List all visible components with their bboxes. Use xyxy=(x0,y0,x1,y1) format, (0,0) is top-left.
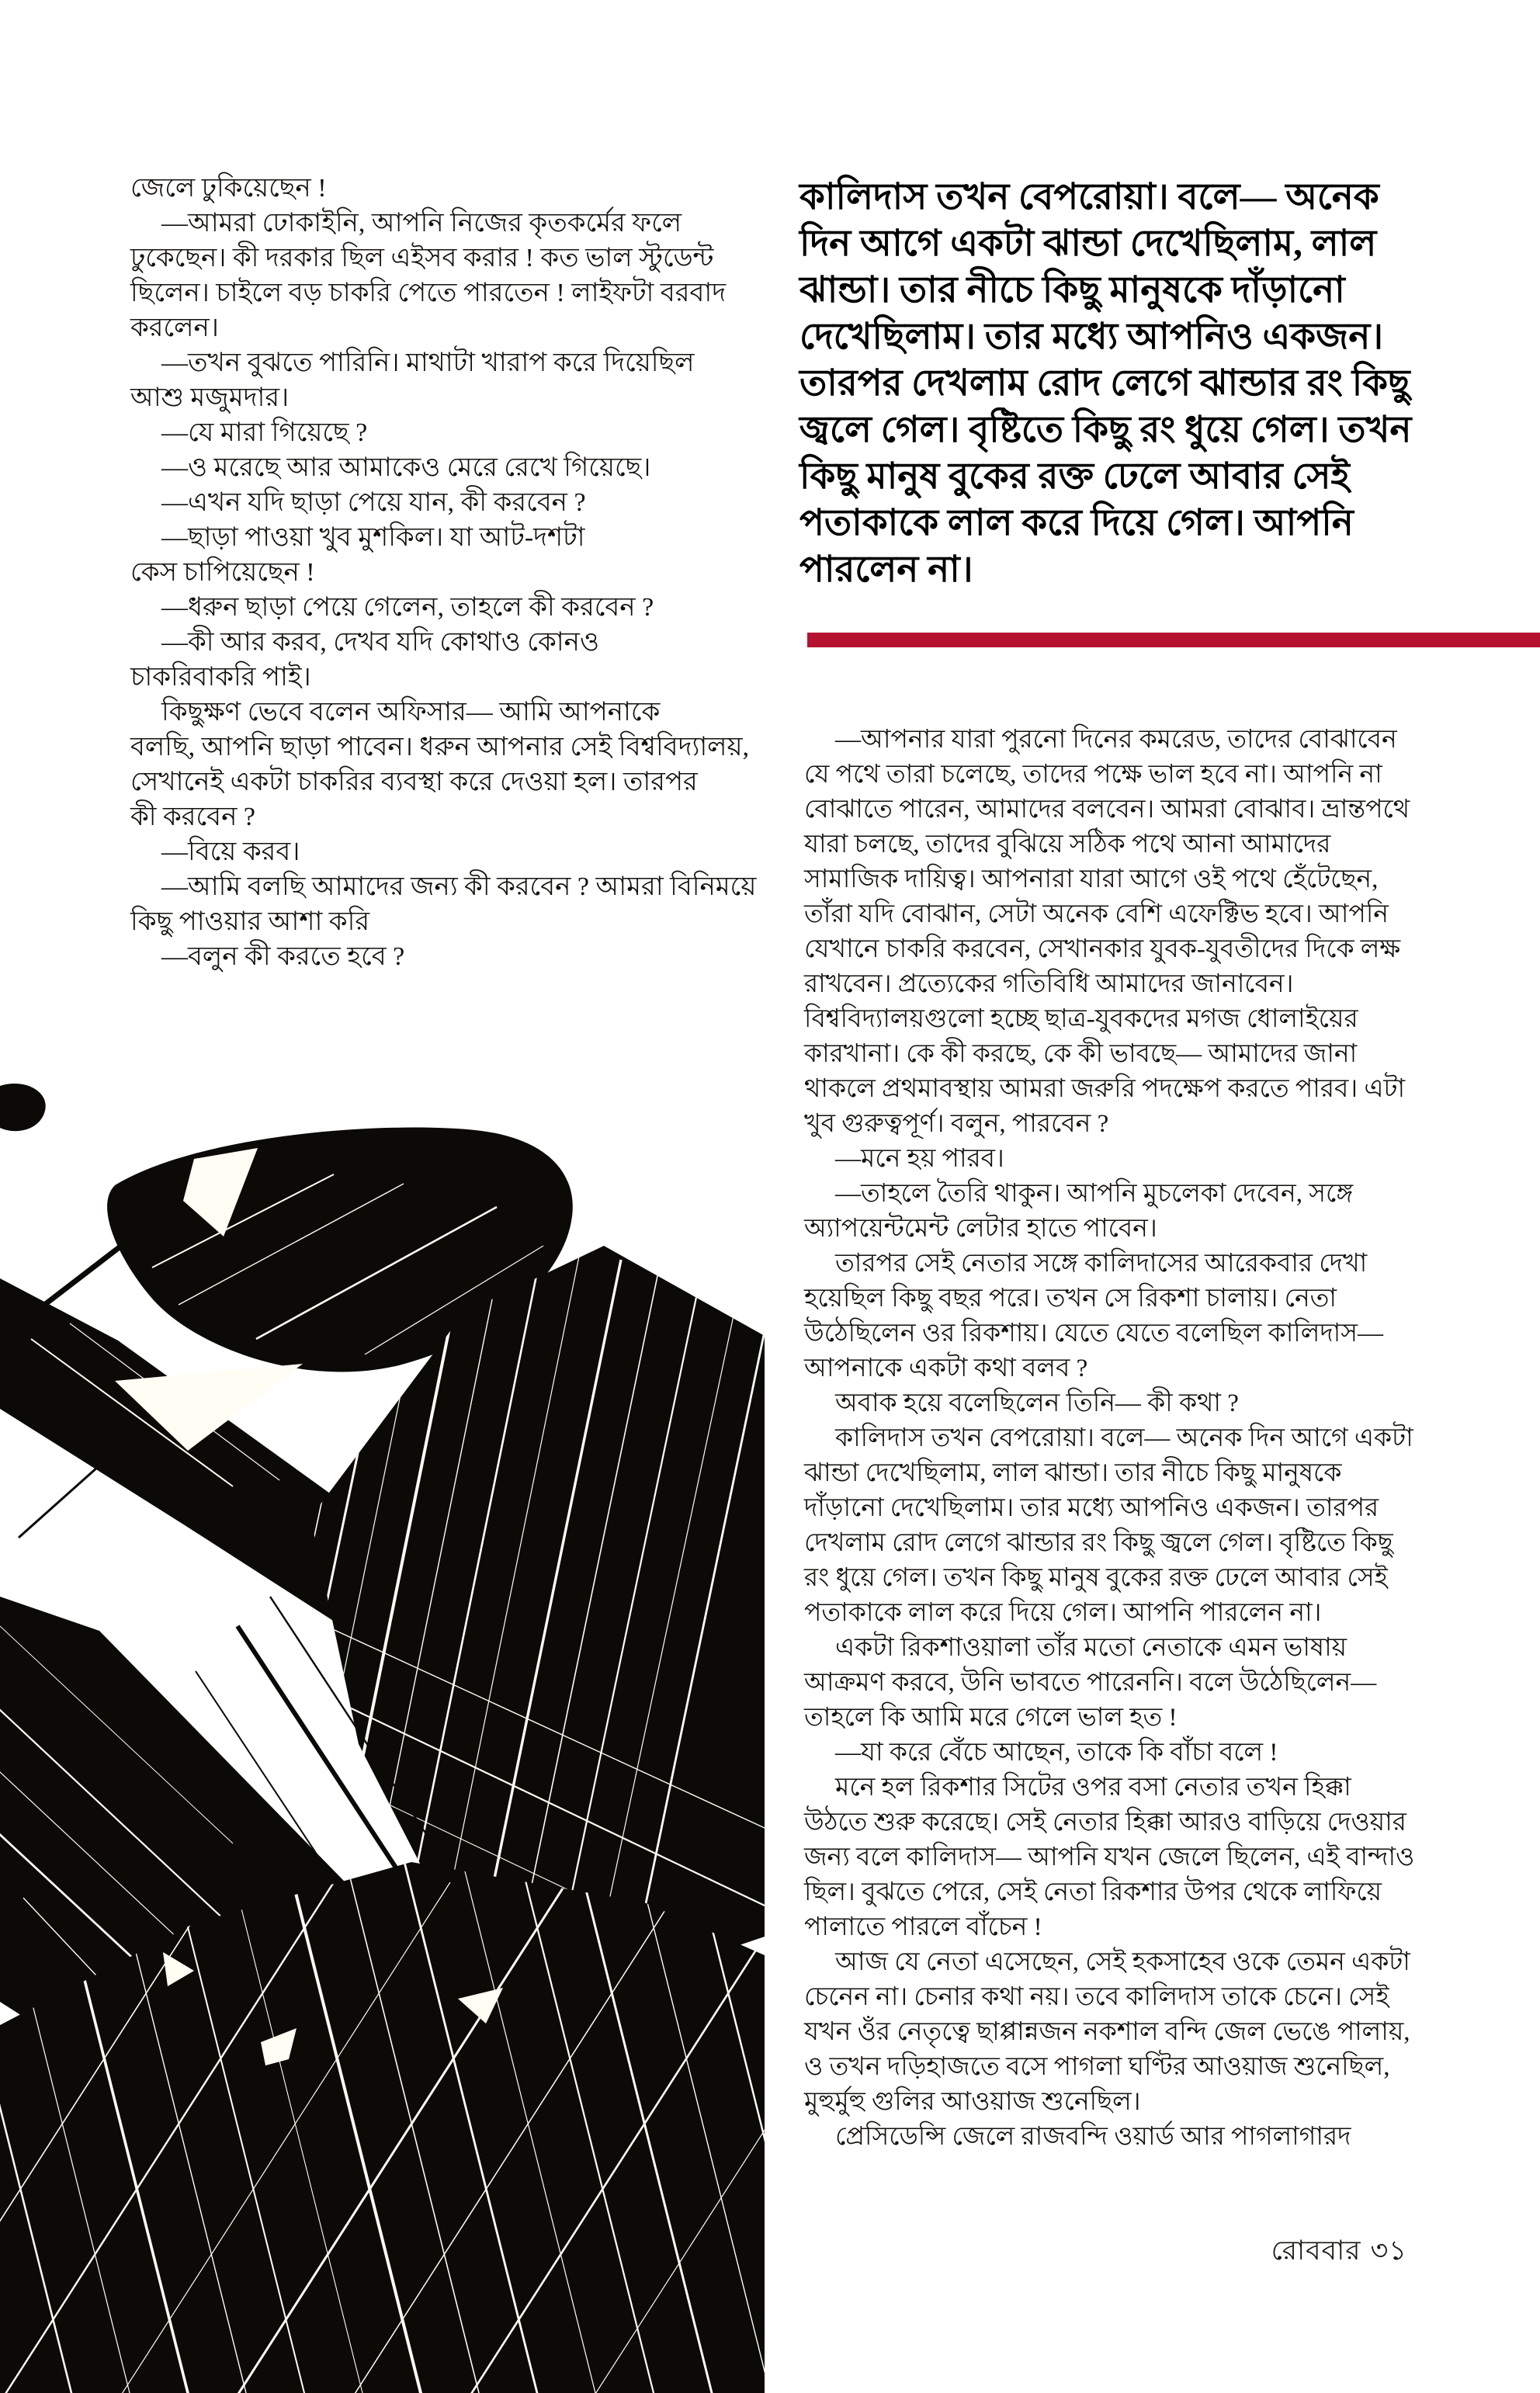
text-line: কিছু পাওয়ার আশা করি xyxy=(130,907,370,936)
text-line: কারখানা। কে কী করছে, কে কী ভাবছে— আমাদের জানা xyxy=(804,1040,1358,1068)
text-line: কিছুক্ষণ ভেবে বলেন অফিসার— আমি আপনাকে xyxy=(161,698,661,727)
text-line: দেখলাম রোদ লেগে ঝান্ডার রং কিছু জ্বলে গেল। বৃষ্টিতে কিছু xyxy=(804,1529,1393,1557)
text-line: বোঝাতে পারেন, আমাদের বলবেন। আমরা বোঝাব। ভ্রান্তপথে xyxy=(804,796,1410,824)
text-line: থাকলে প্রথমাবস্থায় আমরা জরুরি পদক্ষেপ করতে পারব। এটা xyxy=(804,1075,1406,1103)
headline-line: দেখেছিলাম। তার মধ্যে আপনিও একজন। xyxy=(799,317,1384,357)
text-line: ছিল। বুঝতে পেরে, সেই নেতা রিকশার উপর থেকে লাফিয়ে xyxy=(804,1878,1382,1906)
headline-line: ঝান্ডা। তার নীচে কিছু মানুষকে দাঁড়ানো xyxy=(799,270,1345,310)
text-line: প্রেসিডেন্সি জেলে রাজবন্দি ওয়ার্ড আর পাগলাগারদ xyxy=(835,2123,1351,2151)
abstract-ink-illustration xyxy=(0,1083,765,2393)
text-line: ঝান্ডা দেখেছিলাম, লাল ঝান্ডা। তার নীচে কিছু মানুষকে xyxy=(804,1459,1342,1487)
text-line: সামাজিক দায়িত্ব। আপনারা যারা আগে ওই পথে হেঁটেছেন, xyxy=(804,865,1379,893)
text-line: মুহুর্মুহু গুলির আওয়াজ শুনেছিল। xyxy=(804,2088,1141,2116)
headline-line: পতাকাকে লাল করে দিয়ে গেল। আপনি xyxy=(799,503,1354,543)
text-line: খুব গুরুত্বপূর্ণ। বলুন, পারবেন ? xyxy=(804,1110,1109,1138)
text-line: পালাতে পারলে বাঁচেন ! xyxy=(804,1913,1042,1941)
text-line: করলেন। xyxy=(130,314,219,342)
text-line: কালিদাস তখন বেপরোয়া। বলে— অনেক দিন আগে একটা xyxy=(835,1424,1413,1452)
section-divider-rule xyxy=(807,633,1540,647)
text-line: দাঁড়ানো দেখেছিলাম। তার মধ্যে আপনিও একজন। তারপর xyxy=(804,1494,1379,1522)
text-line: —যা করে বেঁচে আছেন, তাকে কি বাঁচা বলে ! xyxy=(835,1739,1278,1767)
text-line: অ্যাপয়েন্টমেন্ট লেটার হাতে পাবেন। xyxy=(804,1215,1157,1243)
text-line: যারা চলছে, তাদের বুঝিয়ে সঠিক পথে আনা আমাদের xyxy=(804,831,1331,858)
headline-line: কালিদাস তখন বেপরোয়া। বলে— অনেক xyxy=(799,177,1379,217)
text-line: বলছি, আপনি ছাড়া পাবেন। ধরুন আপনার সেই বিশ্ববিদ্যালয়, xyxy=(130,733,750,761)
text-line: —ধরুন ছাড়া পেয়ে গেলেন, তাহলে কী করবেন ? xyxy=(161,593,654,622)
text-line: —আপনার যারা পুরনো দিনের কমরেড, তাদের বোঝাবেন xyxy=(835,726,1397,754)
text-line: ও তখন দড়িহাজতে বসে পাগলা ঘণ্টির আওয়াজ শুনেছিল, xyxy=(804,2053,1390,2081)
text-line: সেখানেই একটা চাকরির ব্যবস্থা করে দেওয়া হল। তারপর xyxy=(130,768,698,796)
headline-line: জ্বলে গেল। বৃষ্টিতে কিছু রং ধুয়ে গেল। তখন xyxy=(799,410,1412,450)
text-line: কেস চাপিয়েছেন ! xyxy=(130,558,315,587)
left-text-column xyxy=(130,171,757,974)
text-line: উঠতে শুরু করেছে। সেই নেতার হিক্কা আরও বাড়িয়ে দেওয়ার xyxy=(804,1809,1406,1836)
text-line: রং ধুয়ে গেল। তখন কিছু মানুষ বুকের রক্ত ঢেলে আবার সেই xyxy=(804,1564,1388,1592)
text-line: —এখন যদি ছাড়া পেয়ে যান, কী করবেন ? xyxy=(161,488,586,517)
text-line: তাঁরা যদি বোঝান, সেটা অনেক বেশি এফেক্টিভ হবে। আপনি xyxy=(804,900,1389,928)
text-line: তাহলে কি আমি মরে গেলে ভাল হত ! xyxy=(804,1704,1178,1732)
text-line: —ও মরেছে আর আমাকেও মেরে রেখে গিয়েছে। xyxy=(161,453,651,482)
text-line: —বলুন কী করতে হবে ? xyxy=(161,942,405,971)
text-line: —কী আর করব, দেখব যদি কোথাও কোনও xyxy=(161,628,599,657)
text-line: চেনেন না। চেনার কথা নয়। তবে কালিদাস তাকে চেনে। সেই xyxy=(804,1983,1389,2011)
text-line: কী করবেন ? xyxy=(130,803,255,831)
headline-line: তারপর দেখলাম রোদ লেগে ঝান্ডার রং কিছু xyxy=(799,363,1410,404)
text-line: জন্য বলে কালিদাস— আপনি যখন জেলে ছিলেন, এই বান্দাও xyxy=(804,1843,1415,1871)
magazine-name: রোববার xyxy=(1271,2235,1361,2266)
text-line: ছিলেন। চাইলে বড় চাকরি পেতে পারতেন ! লাইফটা বরবাদ xyxy=(130,279,727,307)
text-line: জেলে ঢুকিয়েছেন ! xyxy=(130,174,327,203)
text-line: আপনাকে একটা কথা বলব ? xyxy=(804,1354,1088,1382)
text-line: বিশ্ববিদ্যালয়গুলো হচ্ছে ছাত্র-যুবকদের মগজ ধোলাইয়ের xyxy=(804,1005,1358,1033)
text-line: আশু মজুমদার। xyxy=(130,383,290,412)
text-line: একটা রিকশাওয়ালা তাঁর মতো নেতাকে এমন ভাষায় xyxy=(835,1634,1348,1662)
page-footer xyxy=(1271,2229,1407,2275)
text-line: যেখানে চাকরি করবেন, সেখানকার যুবক-যুবতীদের দিকে লক্ষ xyxy=(804,935,1401,963)
text-line: —আমি বলছি আমাদের জন্য কী করবেন ? আমরা বিনিময়ে xyxy=(161,872,757,901)
pull-quote-headline xyxy=(799,174,1502,593)
text-line: —তখন বুঝতে পারিনি। মাথাটা খারাপ করে দিয়েছিল xyxy=(161,349,695,377)
headline-line: দিন আগে একটা ঝান্ডা দেখেছিলাম, লাল xyxy=(799,224,1377,264)
text-line: —ছাড়া পাওয়া খুব মুশকিল। যা আট-দশটা xyxy=(161,523,585,552)
text-line: আক্রমণ করবে, উনি ভাবতে পারেননি। বলে উঠেছিলেন— xyxy=(804,1669,1377,1697)
text-line: —তাহলে তৈরি থাকুন। আপনি মুচলেকা দেবেন, সঙ্গে xyxy=(835,1180,1354,1208)
right-text-column xyxy=(804,723,1472,2155)
headline-line: কিছু মানুষ বুকের রক্ত ঢেলে আবার সেই xyxy=(799,456,1350,497)
text-line: তারপর সেই নেতার সঙ্গে কালিদাসের আরেকবার দেখা xyxy=(835,1250,1368,1278)
text-line: —যে মারা গিয়েছে ? xyxy=(161,418,368,447)
headline-line: পারলেন না। xyxy=(799,550,973,590)
text-line: আজ যে নেতা এসেছেন, সেই হকসাহেব ওকে তেমন একটা xyxy=(835,1948,1410,1976)
text-line: যখন ওঁর নেতৃত্বে ছাপ্পান্নজন নকশাল বন্দি জেল ভেঙে পালায়, xyxy=(804,2018,1410,2046)
text-line: —আমরা ঢোকাইনি, আপনি নিজের কৃতকর্মের ফলে xyxy=(161,209,682,238)
text-line: —বিয়ে করব। xyxy=(161,838,300,866)
text-line: মনে হল রিকশার সিটের ওপর বসা নেতার তখন হিক্কা xyxy=(835,1774,1351,1802)
text-line: যে পথে তারা চলেছে, তাদের পক্ষে ভাল হবে না। আপনি না xyxy=(804,761,1382,789)
page-number: ৩১ xyxy=(1370,2235,1407,2266)
text-line: হয়েছিল কিছু বছর পরে। তখন সে রিকশা চালায়। নেতা xyxy=(804,1285,1337,1313)
text-line: ঢুকেছেন। কী দরকার ছিল এইসব করার ! কত ভাল স্টুডেন্ট xyxy=(130,244,714,272)
text-line: —মনে হয় পারব। xyxy=(835,1145,1004,1173)
text-line: পতাকাকে লাল করে দিয়ে গেল। আপনি পারলেন না। xyxy=(804,1599,1322,1627)
text-line: উঠেছিলেন ওর রিকশায়। যেতে যেতে বলেছিল কালিদাস— xyxy=(804,1320,1384,1347)
ink-artwork-svg xyxy=(0,1083,765,2393)
text-line: অবাক হয়ে বলেছিলেন তিনি— কী কথা ? xyxy=(835,1389,1239,1417)
text-line: রাখবেন। প্রত্যেকের গতিবিধি আমাদের জানাবেন। xyxy=(804,970,1294,998)
text-line: চাকরিবাকরি পাই। xyxy=(130,663,311,692)
